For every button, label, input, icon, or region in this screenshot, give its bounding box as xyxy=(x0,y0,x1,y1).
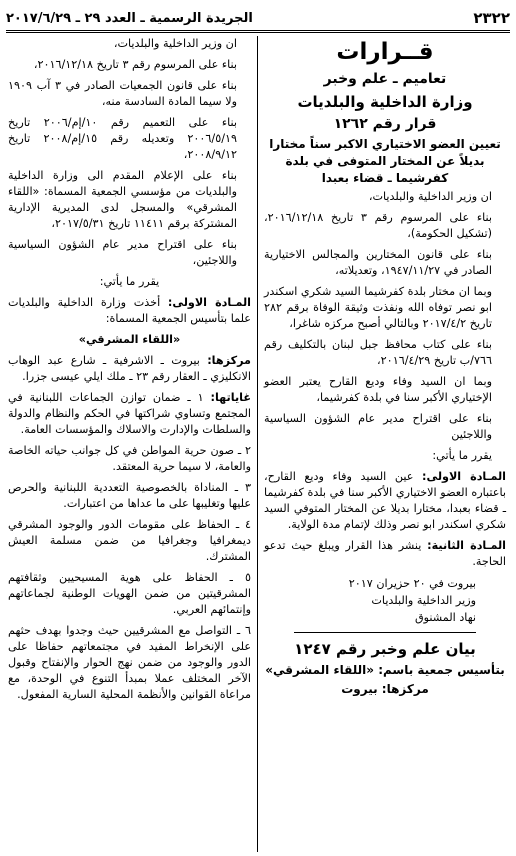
decision-subject: تعيين العضو الاختياري الاكبر سناً مختارا بديلاً عن المختار المتوفى في بلدة كفرشيما ـ قضاء بعبدا xyxy=(269,137,501,185)
left-column xyxy=(6,36,258,852)
goal-1: ١ ـ ضمان توازن الجماعات اللبنانية في المجتمع وتساوي شراكتها في الحكم والنظام والدولة والسلطات والإدارت والاسلاك والمؤسسات العامة. xyxy=(8,391,251,436)
notice-subtitle: بتأسيس جمعية باسم: «اللقاء المشرقي» xyxy=(265,663,505,677)
article-1-text: عين السيد وفاء وديع القارح، باعتباره العضو الاختياري الأكبر سنا في بلدة كفرشيما ـ قضاء بعبدا، مختارا بديلا عن المختار المتوفي السيد شكري اسكندر ابو نصر وذلك لإتمام مدة الولاية. xyxy=(264,470,506,531)
ministry-title: وزارة الداخلية والبلديات xyxy=(297,93,473,111)
page-header xyxy=(6,6,510,33)
decisions-title: قــرارات xyxy=(336,39,434,65)
page-number: ٢٣٢٢ xyxy=(473,9,510,27)
association-name: «اللقاء المشرقي» xyxy=(78,333,181,346)
article-1 xyxy=(264,469,506,533)
notice-hq: مركزها: بيروت xyxy=(341,682,429,696)
preamble-5: بناء على كتاب محافظ جبل لبنان بالتكليف رقم ٧٦٦/ب تاريخ ٢٠١٦/٤/٢٩، xyxy=(264,338,492,367)
goal-4: ٤ ـ الحفاظ على مقومات الدور والوجود المشرقي ديمغرافيا وجغرافيا من ضمن مسلمة العيش المشترك. xyxy=(8,518,251,563)
preamble-2: بناء على المرسوم رقم ٣ تاريخ ٢٠١٦/١٢/١٨، (تشكيل الحكومة)، xyxy=(264,211,492,240)
goal-2: ٢ ـ صون حرية المواطن في كل جوانب حياته الخاصة والعامة، لا سيما حرية المعتقد. xyxy=(8,444,251,473)
preamble-3: بناء على قانون المختارين والمجالس الاختيارية الصادر في ١٩٤٧/١١/٢٧، وتعديلاته، xyxy=(264,248,492,277)
left-preamble-1: ان وزير الداخلية والبلديات، xyxy=(113,37,237,50)
headquarters-label: مركزها: xyxy=(207,354,251,367)
article-1-label: المـادة الاولى: xyxy=(422,470,506,483)
notice-title: بيان علم وخبر رقم ١٢٤٧ xyxy=(294,640,476,658)
goal-3: ٣ ـ المناداة بالخصوصية التعددية اللبنانية والحرص عليها وتغليبها على ما عداها من اعتبارات. xyxy=(8,481,251,510)
preamble-6: وبما ان السيد وفاء وديع القارح يعتبر العضو الإختياري الأكبر سنا في بلدة كفرشيما، xyxy=(264,375,492,404)
decides-text: يقرر ما يأتي: xyxy=(432,449,492,462)
right-column xyxy=(258,36,510,852)
article-2-text: ينشر هذا القرار ويبلغ حيث تدعو الحاجة. xyxy=(264,539,506,568)
left-preamble-2: بناء على المرسوم رقم ٣ تاريخ ٢٠١٦/١٢/١٨، xyxy=(33,58,237,71)
left-preamble-4: بناء على التعميم رقم ١٠/إم/٢٠٠٦ تاريخ ٢٠٠٦/٥/١٩ وتعديله رقم ١٥/إم/٢٠٠٨ تاريخ ٢٠٠٨/٩/١٢، xyxy=(8,116,237,161)
article-2-label: المـادة الثانية: xyxy=(427,539,506,552)
preamble-7: بناء على اقتراح مدير عام الشؤون السياسية واللاجئين xyxy=(264,412,492,441)
signature-name: نهاد المشنوق xyxy=(414,611,476,624)
left-preamble-5: بناء على الإعلام المقدم الى وزارة الداخلية والبلديات من مؤسسي الجمعية المسماة: «اللقاء المشرقي» والمسجل لدى المديرية الإدارية المشتركة برقم ١١٤١١ تاريخ ٢٠١٧/٥/٣١، xyxy=(8,169,237,230)
left-article-1-text: أخذت وزارة الداخلية والبلديات علما بتأسيس الجمعية المسماة: xyxy=(8,296,251,325)
gazette-title: الجريدة الرسمية ـ العدد ٢٩ ـ ٢٠١٧/٦/٢٩ xyxy=(6,10,253,26)
goal-6: ٦ ـ التواصل مع المشرقيين حيث وجدوا بهدف حثهم على الإنخراط المفيد في مجتمعاتهم حفاظا على الدور والوجود من ضمن نهج الحوار والإنفتاح وقبول الآخر المختلف عملا بمبدأ التنوع في الوحدة، مع مراعاة القوانين والأنظمة المحلية السارية المفعول. xyxy=(8,624,251,701)
headquarters-text: بيروت ـ الاشرفية ـ شارع عبد الوهاب الانكليزي ـ العقار رقم ٢٣ ـ ملك ايلي عيسى جزرا. xyxy=(8,354,251,383)
goals xyxy=(8,390,251,438)
left-article-1 xyxy=(8,295,251,327)
section-divider xyxy=(294,632,476,633)
goal-5: ٥ ـ الحفاظ على هوية المسيحيين وثقافتهم المشرقيتين من ضمن الهويات الوطنية لجماعاتهم وإنتمائهم العربي. xyxy=(8,571,251,616)
left-preamble-3: بناء على قانون الجمعيات الصادر في ٣ آب ١٩٠٩ ولا سيما المادة السادسة منه، xyxy=(8,79,237,108)
signature-role: وزير الداخلية والبلديات xyxy=(371,594,476,607)
goals-label: غاياتها: xyxy=(210,391,251,404)
signature-date: بيروت في ٢٠ حزيران ٢٠١٧ xyxy=(348,577,476,590)
left-preamble-6: بناء على اقتراح مدير عام الشؤون السياسية واللاجئين، xyxy=(8,238,237,267)
columns xyxy=(6,36,510,852)
decision-number: قرار رقم ١٢٦٢ xyxy=(333,116,437,132)
article-2 xyxy=(264,538,506,570)
preamble-4: وبما ان مختار بلدة كفرشيما السيد شكري اسكندر ابو نصر توفاه الله ونفذت وثيقة الوفاة برقم ٢٨٢ تاريخ ٢٠١٧/٤/٢ وبالتالي أصبح مركزه شاغرا، xyxy=(264,285,492,330)
left-article-1-label: المـادة الاولى: xyxy=(167,296,251,309)
left-decides-text: يقرر ما يأتي: xyxy=(99,275,160,288)
headquarters xyxy=(8,353,251,385)
section-title: تعاميم ـ علم وخبر xyxy=(323,71,447,87)
preamble-1: ان وزير الداخلية والبلديات، xyxy=(368,190,492,203)
